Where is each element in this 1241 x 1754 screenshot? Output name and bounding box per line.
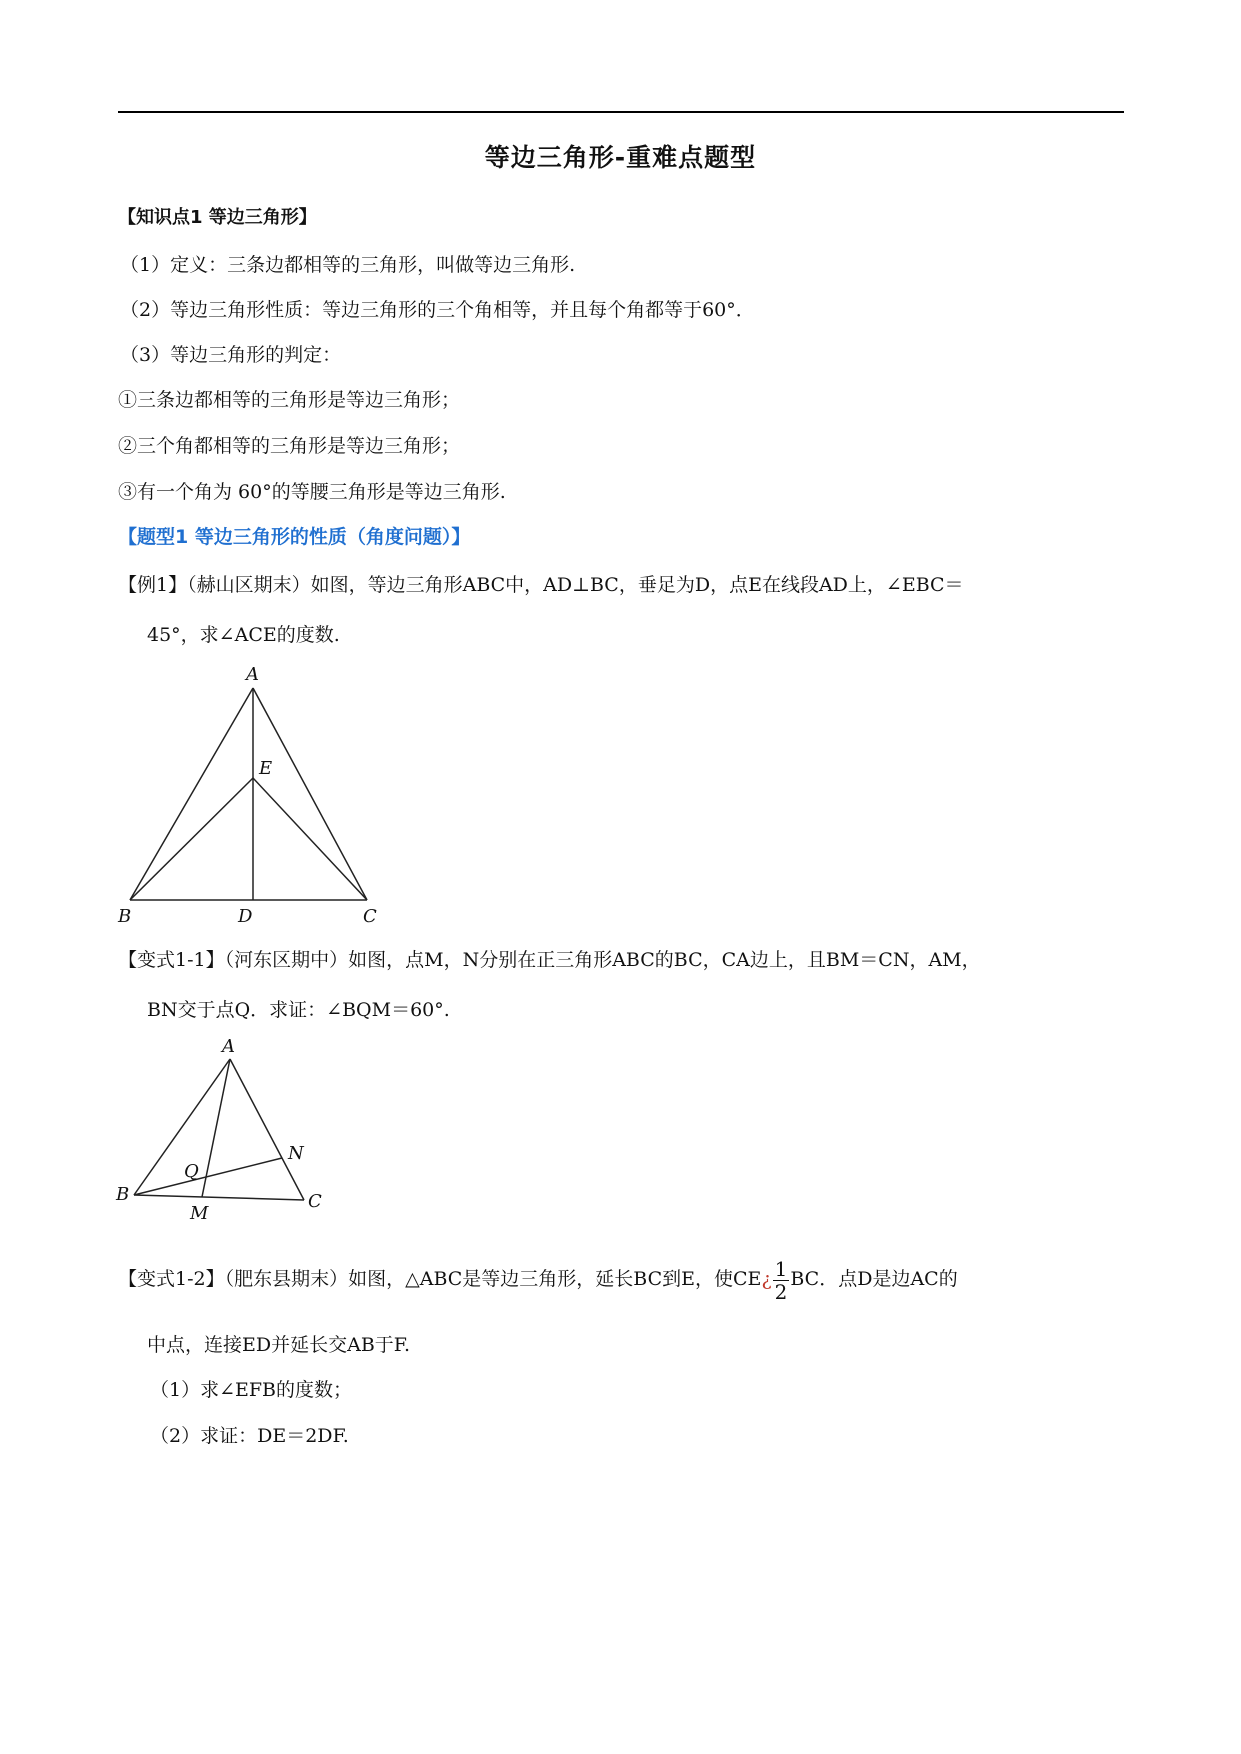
variant12-question2: （2）求证：DE＝2DF. xyxy=(150,1425,349,1447)
fig1-label-D: D xyxy=(238,906,253,927)
fig1-label-E: E xyxy=(259,758,273,779)
page-title: 等边三角形-重难点题型 xyxy=(484,143,757,172)
fraction-one-half xyxy=(773,1258,790,1303)
fraction-denominator: 2 xyxy=(774,1279,788,1304)
judgement-item-1: ①三条边都相等的三角形是等边三角形； xyxy=(118,389,461,411)
fig1-label-B: B xyxy=(118,906,132,927)
variant12-tag: 【变式1-2】 xyxy=(118,1268,225,1290)
fig2-label-Q: Q xyxy=(184,1161,199,1182)
judgement-item-3: ③有一个角为 60°的等腰三角形是等边三角形. xyxy=(118,481,506,503)
variant12-line1 xyxy=(118,1252,958,1306)
variant11-tag: 【变式1-1】 xyxy=(118,949,225,971)
variant12-text-a: （肥东县期末）如图，△ABC是等边三角形，延长BC到E，使CE xyxy=(224,1268,762,1290)
header-rule xyxy=(118,111,1124,113)
variant11-line1 xyxy=(118,945,981,975)
fig1-label-C: C xyxy=(363,906,377,927)
type1-heading: 【题型1 等边三角形的性质（角度问题）】 xyxy=(118,526,471,548)
figure-example1 xyxy=(110,660,390,932)
fraction-numerator: 1 xyxy=(774,1256,788,1281)
example1-tag: 【例1】 xyxy=(118,574,188,596)
variant12-line2: 中点，连接ED并延长交AB于F. xyxy=(147,1334,411,1356)
fig2-label-B: B xyxy=(116,1184,130,1205)
example1-line1 xyxy=(118,570,964,600)
fig1-label-A: A xyxy=(246,664,259,685)
variant11-line2: BN交于点Q．求证：∠BQM＝60°. xyxy=(147,999,450,1021)
fig2-label-A: A xyxy=(222,1036,235,1057)
knowledge-property: （2）等边三角形性质：等边三角形的三个角相等，并且每个角都等于60°． xyxy=(120,299,755,321)
variant12-text-b: BC．点D是边AC的 xyxy=(790,1268,958,1290)
fig2-label-M: M xyxy=(190,1203,209,1224)
example1-line2: 45°，求∠ACE的度数. xyxy=(147,624,340,646)
variant12-question1: （1）求∠EFB的度数； xyxy=(150,1379,353,1401)
knowledge-judgement: （3）等边三角形的判定： xyxy=(120,344,342,366)
knowledge-heading: 【知识点1 等边三角形】 xyxy=(118,207,317,228)
fig2-label-N: N xyxy=(288,1143,304,1164)
knowledge-definition: （1）定义：三条边都相等的三角形，叫做等边三角形. xyxy=(120,254,576,276)
example1-text: （赫山区期末）如图，等边三角形ABC中，AD⊥BC，垂足为D，点E在线段AD上，∠EBC＝ xyxy=(187,574,964,596)
fig2-label-C: C xyxy=(308,1191,322,1212)
variant11-text: （河东区期中）如图，点M，N分别在正三角形ABC的BC，CA边上，且BM＝CN，AM， xyxy=(224,949,981,971)
judgement-item-2: ②三个角都相等的三角形是等边三角形； xyxy=(118,435,461,457)
figure-variant11 xyxy=(112,1035,332,1229)
variant12-garbled-char: ¿ xyxy=(761,1268,772,1290)
